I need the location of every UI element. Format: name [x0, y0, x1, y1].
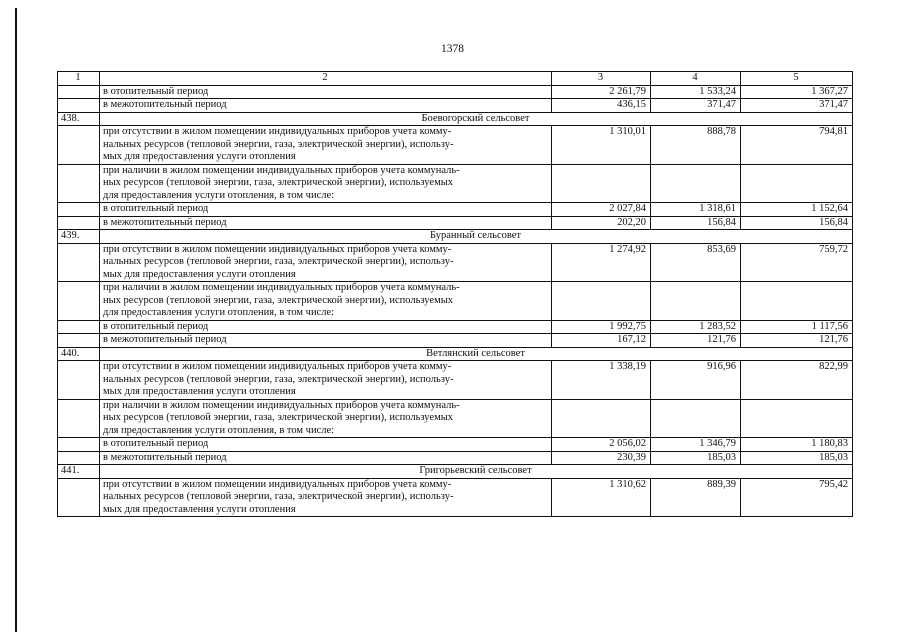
- row-label: [100, 361, 552, 400]
- table-row: [58, 399, 853, 438]
- section-row: [58, 112, 853, 126]
- row-number-cell: [58, 203, 100, 217]
- value-col-5: 1 152,64: [741, 203, 853, 217]
- value-col-4: 888,78: [651, 126, 741, 165]
- table-row: [58, 361, 853, 400]
- section-title: Боевогорский сельсовет: [100, 112, 853, 126]
- row-label: [100, 399, 552, 438]
- value-col-4: 916,96: [651, 361, 741, 400]
- row-label: в отопительный период: [100, 438, 552, 452]
- row-label-line: при наличии в жилом помещении индивидуальных приборов учета коммуналь-: [103, 282, 460, 293]
- value-col-4: [651, 399, 741, 438]
- row-number-cell: [58, 399, 100, 438]
- value-col-4: [651, 282, 741, 321]
- row-label: в межотопительный период: [100, 334, 552, 348]
- value-col-5: 795,42: [741, 478, 853, 517]
- row-label: в межотопительный период: [100, 99, 552, 113]
- row-label-line: мых для предоставления услуги отопления: [103, 268, 296, 280]
- value-col-3: 1 992,75: [552, 320, 651, 334]
- value-col-5: [741, 282, 853, 321]
- row-label-line: мых для предоставления услуги отопления: [103, 503, 296, 515]
- section-title: Григорьевский сельсовет: [100, 465, 853, 479]
- table-row: [58, 282, 853, 321]
- value-col-5: 1 117,56: [741, 320, 853, 334]
- table-row: [58, 216, 853, 230]
- row-label-line: для предоставления услуги отопления, в том числе:: [103, 189, 335, 201]
- value-col-5: 794,81: [741, 126, 853, 165]
- row-label-line: при отсутствии в жилом помещении индивидуальных приборов учета комму-: [103, 126, 452, 137]
- header-cell-4: 4: [651, 72, 741, 86]
- value-col-4: 1 283,52: [651, 320, 741, 334]
- section-number: 439.: [58, 230, 100, 244]
- row-label-line: при отсутствии в жилом помещении индивидуальных приборов учета комму-: [103, 361, 452, 372]
- row-label-line: при наличии в жилом помещении индивидуальных приборов учета коммуналь-: [103, 399, 460, 411]
- value-col-3: [552, 399, 651, 438]
- value-col-3: 1 310,62: [552, 478, 651, 517]
- value-col-4: 185,03: [651, 451, 741, 465]
- row-label-line: при наличии в жилом помещении индивидуальных приборов учета коммуналь-: [103, 164, 460, 176]
- table-row: [58, 126, 853, 165]
- header-cell-5: 5: [741, 72, 853, 86]
- row-label-line: при отсутствии в жилом помещении индивидуальных приборов учета комму-: [103, 478, 452, 490]
- row-number-cell: [58, 320, 100, 334]
- value-col-4: 1 533,24: [651, 85, 741, 99]
- value-col-5: 121,76: [741, 334, 853, 348]
- row-label-line: нальных ресурсов (тепловой энергии, газа, электрической энергии), использу-: [103, 256, 454, 267]
- value-col-4: 853,69: [651, 243, 741, 282]
- value-col-4: 1 318,61: [651, 203, 741, 217]
- value-col-5: 1 180,83: [741, 438, 853, 452]
- row-label-line: нальных ресурсов (тепловой энергии, газа, электрической энергии), использу-: [103, 138, 454, 150]
- value-col-3: 202,20: [552, 216, 651, 230]
- value-col-3: 1 338,19: [552, 361, 651, 400]
- value-col-5: [741, 164, 853, 203]
- value-col-5: 1 367,27: [741, 85, 853, 99]
- row-label-line: ных ресурсов (тепловой энергии, газа, электрической энергии), используемых: [103, 294, 454, 306]
- row-number-cell: [58, 361, 100, 400]
- row-number-cell: [58, 438, 100, 452]
- row-label-line: при отсутствии в жилом помещении индивидуальных приборов учета комму-: [103, 243, 452, 255]
- row-number-cell: [58, 99, 100, 113]
- row-label-line: мых для предоставления услуги отопления: [103, 386, 296, 397]
- table-row: [58, 478, 853, 517]
- value-col-5: [741, 399, 853, 438]
- value-col-5: 185,03: [741, 451, 853, 465]
- table-body: [58, 72, 853, 517]
- row-label-line: ных ресурсов (тепловой энергии, газа, электрической энергии), используемых: [103, 177, 454, 188]
- row-label: [100, 478, 552, 517]
- row-label-line: нальных ресурсов (тепловой энергии, газа, электрической энергии), использу-: [103, 373, 454, 385]
- section-number: 441.: [58, 465, 100, 479]
- value-col-3: 2 261,79: [552, 85, 651, 99]
- row-label: [100, 126, 552, 165]
- page-edge-line: [15, 8, 17, 632]
- value-col-4: 156,84: [651, 216, 741, 230]
- value-col-3: 436,15: [552, 99, 651, 113]
- page-number: 1378: [441, 43, 464, 55]
- row-number-cell: [58, 85, 100, 99]
- table-row: [58, 203, 853, 217]
- table-row: [58, 320, 853, 334]
- table-row: [58, 451, 853, 465]
- row-label-line: мых для предоставления услуги отопления: [103, 151, 296, 162]
- row-label: [100, 243, 552, 282]
- table-row: [58, 334, 853, 348]
- value-col-4: 889,39: [651, 478, 741, 517]
- row-number-cell: [58, 451, 100, 465]
- row-label-line: ных ресурсов (тепловой энергии, газа, электрической энергии), используемых: [103, 412, 454, 423]
- row-number-cell: [58, 164, 100, 203]
- table-row: [58, 438, 853, 452]
- section-row: [58, 465, 853, 479]
- section-title: Ветлянский сельсовет: [100, 347, 853, 361]
- row-number-cell: [58, 334, 100, 348]
- row-number-cell: [58, 126, 100, 165]
- row-number-cell: [58, 216, 100, 230]
- value-col-3: 2 027,84: [552, 203, 651, 217]
- row-label: в отопительный период: [100, 85, 552, 99]
- row-number-cell: [58, 243, 100, 282]
- table-row: [58, 99, 853, 113]
- section-row: [58, 347, 853, 361]
- value-col-3: 230,39: [552, 451, 651, 465]
- value-col-3: 1 274,92: [552, 243, 651, 282]
- row-label-line: нальных ресурсов (тепловой энергии, газа, электрической энергии), использу-: [103, 491, 454, 502]
- header-cell-2: 2: [100, 72, 552, 86]
- value-col-4: [651, 164, 741, 203]
- section-number: 440.: [58, 347, 100, 361]
- row-label: в отопительный период: [100, 203, 552, 217]
- row-number-cell: [58, 282, 100, 321]
- value-col-3: [552, 282, 651, 321]
- header-cell-1: 1: [58, 72, 100, 86]
- table-header-row: [58, 72, 853, 86]
- table-row: [58, 243, 853, 282]
- value-col-3: [552, 164, 651, 203]
- value-col-4: 1 346,79: [651, 438, 741, 452]
- tariff-table: [57, 71, 853, 517]
- row-label: в межотопительный период: [100, 451, 552, 465]
- header-cell-3: 3: [552, 72, 651, 86]
- row-label: [100, 282, 552, 321]
- row-label-line: для предоставления услуги отопления, в том числе:: [103, 424, 335, 436]
- section-title: Буранный сельсовет: [100, 230, 853, 244]
- row-label: в отопительный период: [100, 320, 552, 334]
- row-label: [100, 164, 552, 203]
- row-label: в межотопительный период: [100, 216, 552, 230]
- table-row: [58, 85, 853, 99]
- table-row: [58, 164, 853, 203]
- row-label-line: для предоставления услуги отопления, в том числе:: [103, 307, 335, 318]
- section-number: 438.: [58, 112, 100, 126]
- value-col-3: 1 310,01: [552, 126, 651, 165]
- section-row: [58, 230, 853, 244]
- value-col-4: 371,47: [651, 99, 741, 113]
- value-col-5: 371,47: [741, 99, 853, 113]
- value-col-5: 759,72: [741, 243, 853, 282]
- value-col-4: 121,76: [651, 334, 741, 348]
- value-col-5: 822,99: [741, 361, 853, 400]
- value-col-5: 156,84: [741, 216, 853, 230]
- value-col-3: 167,12: [552, 334, 651, 348]
- row-number-cell: [58, 478, 100, 517]
- value-col-3: 2 056,02: [552, 438, 651, 452]
